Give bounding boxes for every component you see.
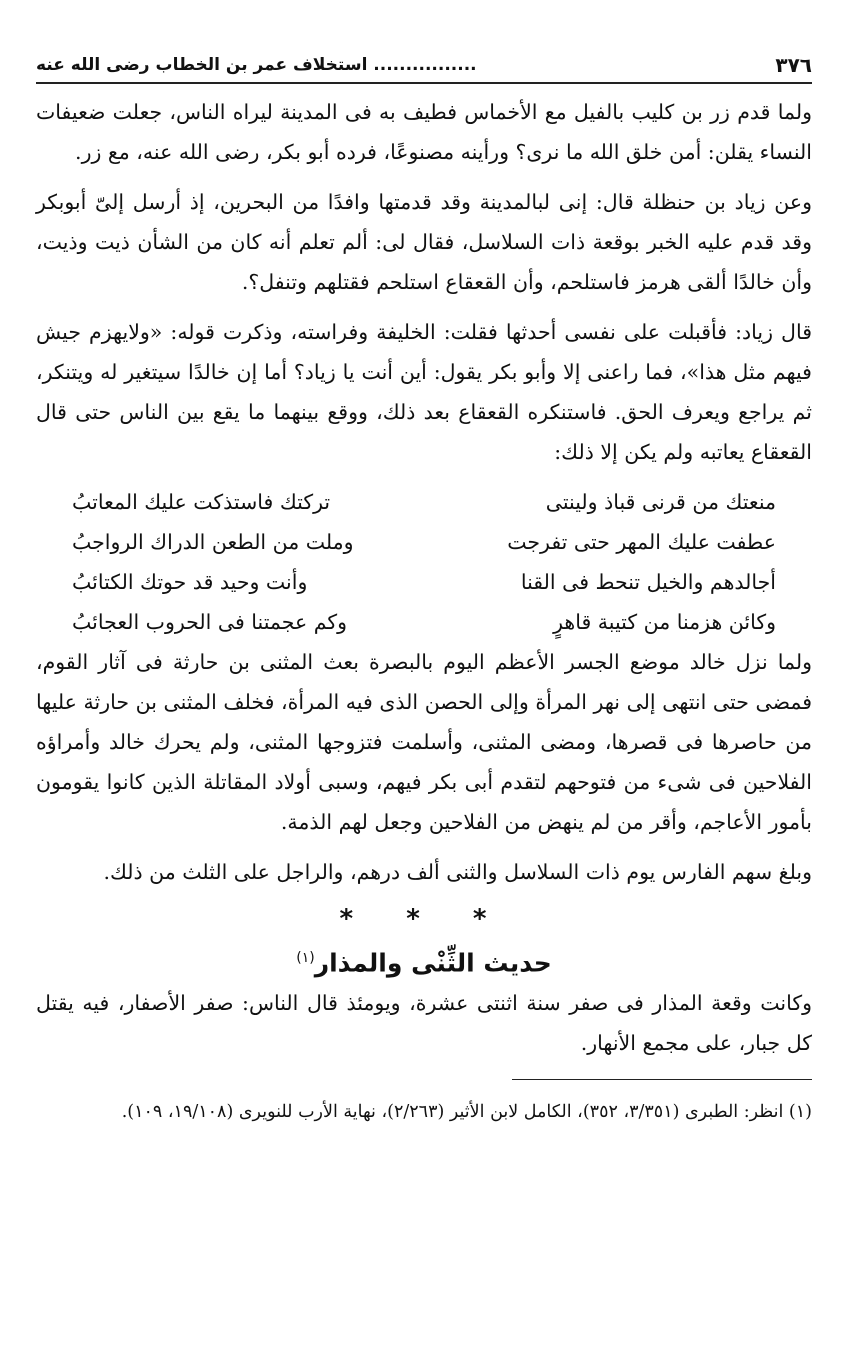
poem-verse [72, 482, 776, 522]
footnote-marker: (١) [296, 950, 315, 966]
paragraph-bridge: ولما نزل خالد موضع الجسر الأعظم اليوم بالبصرة بعث المثنى بن حارثة فى آثار القوم، فمضى حتى انتهى إلى نهر المرأة وإلى الحصن الذى فيه المرأة، فخلف المثنى بن حارثة عليها من حاصرها فى قصرها، ومضى المثنى، وأسلمت فتزوجها المثنى، ولم يحرك خالد وأمراؤه الفلاحين فى شىء من فتوحهم لتقدم أبى بكر فيهم، وسبى أولاد المقاتلة الذين كانوا يقومون بأمور الأعاجم، وأقر من لم ينهض من الفلاحين وجعل لهم الذمة. [36, 650, 812, 834]
footnote-divider [512, 1079, 812, 1080]
verse-first-hemistich: وكائن هزمنا من كتيبة قاهرٍ [553, 610, 776, 634]
paragraph-elephant: ولما قدم زر بن كليب بالفيل مع الأخماس فطيف به فى المدينة ليراه الناس، جعلت ضعيفات النساء يقلن: أمن خلق الله ما نرى؟ ورأينه مصنوعًا، فرده أبو بكر، رضى الله عنه، مع زر. [36, 100, 812, 164]
verse-second-hemistich: تركتك فاستذكت عليك المعاتبُ [72, 490, 331, 514]
running-title: ................ استخلاف عمر بن الخطاب رضى الله عنه [36, 55, 477, 75]
footnote: (١) انظر: الطبرى (٣/٣٥١، ٣٥٢)، الكامل لابن الأثير (٢/٢٦٣)، نهاية الأرب للنويرى (١٩/١٠٨، ١٠٩). [121, 1102, 812, 1123]
book-page [36, 48, 812, 1348]
verse-second-hemistich: وملت من الطعن الدراك الرواجبُ [72, 530, 354, 554]
verse-first-hemistich: عطفت عليك المهر حتى تفرجت [507, 530, 776, 554]
paragraph-share: وبلغ سهم الفارس يوم ذات السلاسل والثنى ألف درهم، والراجل على الثلث من ذلك. [103, 860, 812, 884]
poem [72, 482, 776, 642]
section-separator: * * * [339, 904, 509, 934]
verse-second-hemistich: وكم عجمتنا فى الحروب العجائبُ [72, 610, 348, 634]
running-header [36, 48, 812, 84]
paragraph-ziyad: وعن زياد بن حنظلة قال: إنى لبالمدينة وقد قدمتها وافدًا من البحرين، إذ أرسل إلىّ أبوبكر وقد قدم عليه الخبر بوقعة ذات السلاسل، فقال لى: ألم تعلم أنه كان من الشأن ذيت وذيت، وأن خالدًا ألقى هرمز فاستلحم، وأن القعقاع استلحم فقتلهم وتنفل؟. [36, 190, 812, 294]
verse-first-hemistich: منعتك من قرنى قباذ ولينتى [545, 490, 776, 514]
verse-first-hemistich: أجالدهم والخيل تنحط فى القنا [520, 570, 776, 594]
section-title: حديث الثِّنْى والمذار [314, 948, 552, 978]
paragraph-ziyad-reflection: قال زياد: فأقبلت على نفسى أحدثها فقلت: الخليفة وفراسته، وذكرت قوله: «ولايهزم جيش فيهم مثل هذا»، فما راعنى إلا وأبو بكر يقول: أين أنت يا زياد؟ أما إن خالدًا سيتغير له ويتنكر، ثم يراجع ويعرف الحق. فاستنكره القعقاع بعد ذلك، ووقع بينهما ما يقع بين الناس حتى قال القعقاع يعاتبه ولم يكن إلا ذلك: [36, 320, 812, 464]
paragraph-madhar: وكانت وقعة المذار فى صفر سنة اثنتى عشرة، ويومئذ قال الناس: صفر الأصفار، فيه يقتل كل جبار، على مجمع الأنهار. [36, 991, 812, 1056]
verse-second-hemistich: وأنت وحيد قد حوتك الكتائبُ [72, 570, 308, 594]
poem-verse [72, 602, 776, 642]
poem-verse [72, 562, 776, 602]
page-number: ٣٧٦ [775, 53, 812, 77]
section-heading [36, 938, 812, 983]
poem-verse [72, 522, 776, 562]
